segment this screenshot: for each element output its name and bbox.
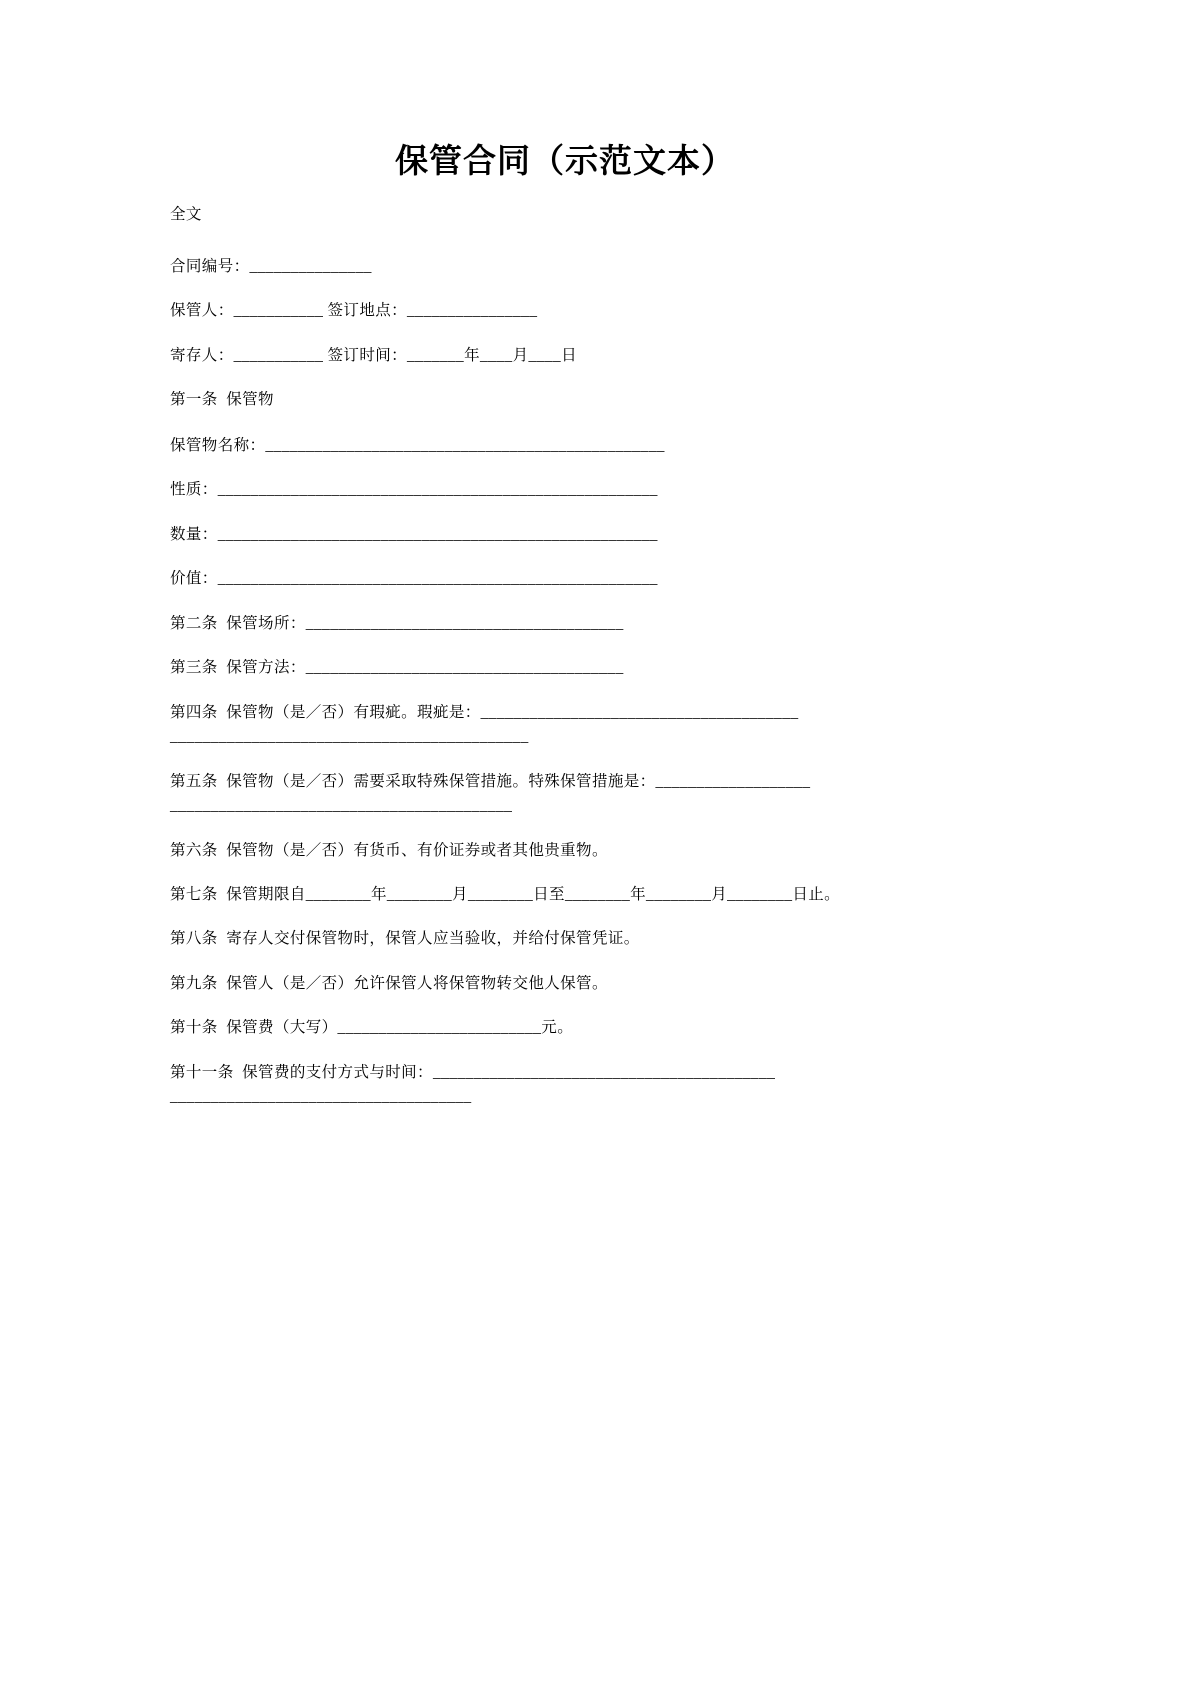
article-10-storage-fee: 第十条 保管费（大写）_________________________元。 [170,1019,574,1037]
document-content [170,140,960,1130]
article-8-delivery-inspection: 第八条 寄存人交付保管物时，保管人应当验收，并给付保管凭证。 [170,930,640,948]
article-2-storage-place: 第二条 保管场所：_______________________________________ [170,614,624,632]
article-7-storage-period: 第七条 保管期限自________年________月________日至________年________月________日止。 [170,886,841,903]
article-9-transfer-permission: 第九条 保管人（是／否）允许保管人将保管物转交他人保管。 [170,974,608,992]
custodian-and-place-field: 保管人：___________ 签订地点：________________ [170,302,538,320]
item-quantity-field: 数量：______________________________________________________ [170,525,658,543]
article-5-special-measures: 第五条 保管物（是／否）需要采取特殊保管措施。特殊保管措施是：___________________ __________________________________________ [170,772,811,815]
depositor-and-date-field: 寄存人：___________ 签订时间：_______年____月____日 [170,346,577,364]
article-3-storage-method: 第三条 保管方法：_______________________________________ [170,659,624,677]
article-11-payment-method: 第十一条 保管费的支付方式与时间：__________________________________________ _____________________________________ [170,1063,776,1106]
item-nature-field: 性质：______________________________________________________ [170,481,658,499]
article-1-heading: 第一条 保管物 [170,391,274,409]
contract-number-field: 合同编号：_______________ [170,257,372,275]
article-4-defects: 第四条 保管物（是／否）有瑕疵。瑕疵是：_______________________________________ ____________________________________________ [170,703,799,746]
article-6-valuables: 第六条 保管物（是／否）有货币、有价证券或者其他贵重物。 [170,841,608,859]
full-text-label: 全文 [170,206,202,224]
item-value-field: 价值：______________________________________________________ [170,570,658,588]
page-title: 保管合同（示范文本） [395,142,735,179]
item-name-field: 保管物名称：_________________________________________________ [170,436,665,454]
